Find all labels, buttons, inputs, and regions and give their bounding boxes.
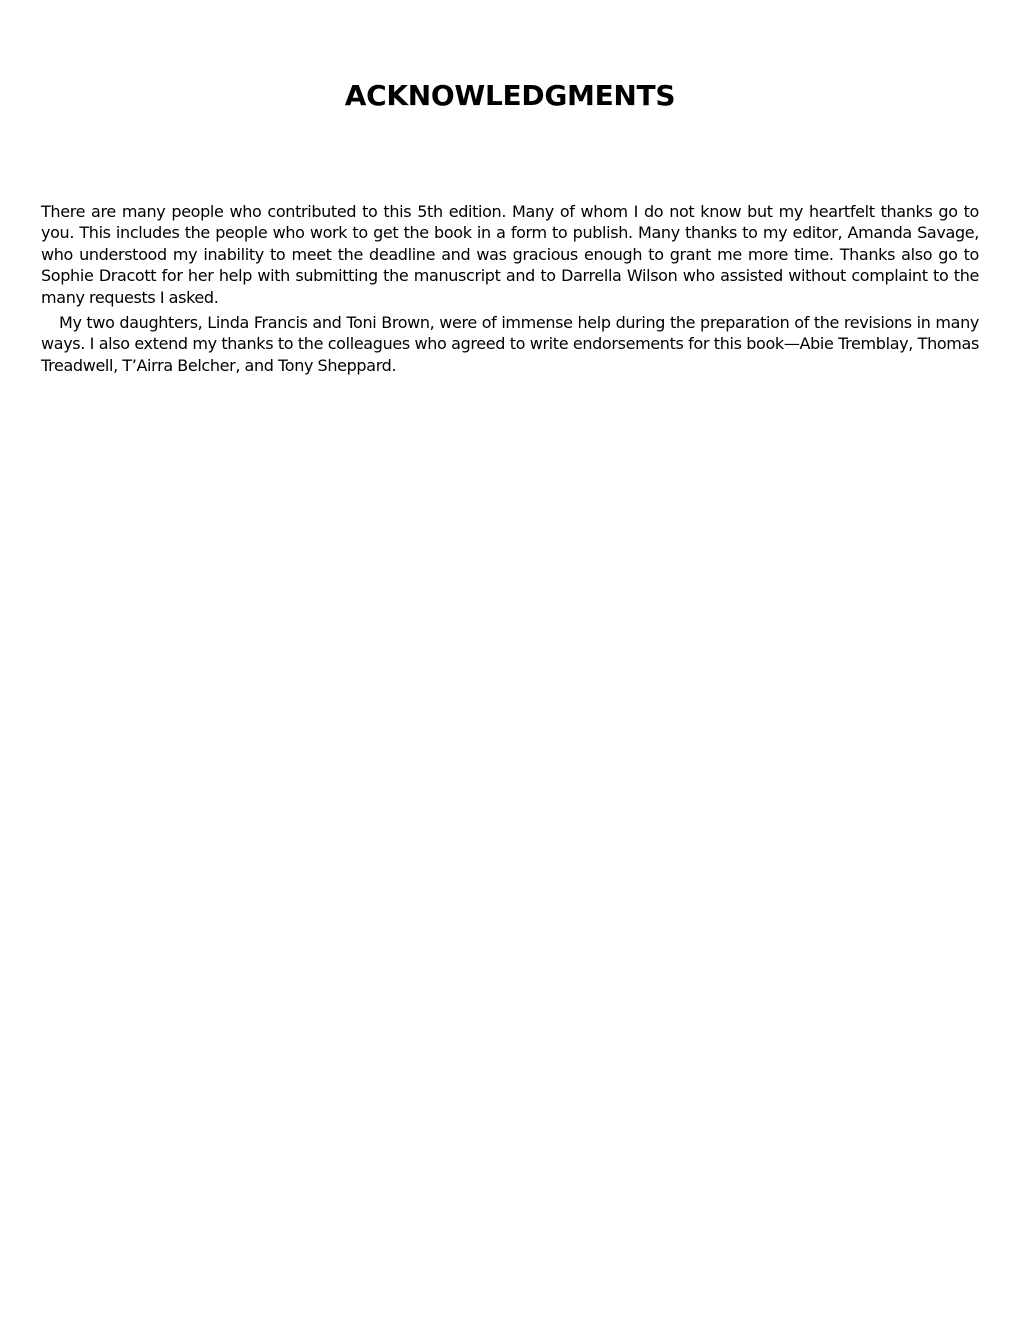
paragraph: There are many people who contributed to this 5th edition. Many of whom I do not know but my heartfelt thanks go to you. This includes the people who work to get the book in a form to publish. Many thanks to my editor, Amanda Savage, who understood my inability to meet the deadline and was gracious enough to grant me more time. Thanks also go to Sophie Dracott for her help with submitting the manuscript and to Darrella Wilson who assisted without complaint to the many requests I asked. <box>41 202 979 307</box>
page-title: ACKNOWLEDGMENTS <box>344 79 676 112</box>
paragraph: My two daughters, Linda Francis and Toni Brown, were of immense help during the preparation of the revisions in many ways. I also extend my thanks to the colleagues who agreed to write endorsements for this book—Abie Tremblay, Thomas Treadwell, T’Airra Belcher, and Tony Sheppard. <box>41 313 979 375</box>
body-text <box>41 201 979 376</box>
